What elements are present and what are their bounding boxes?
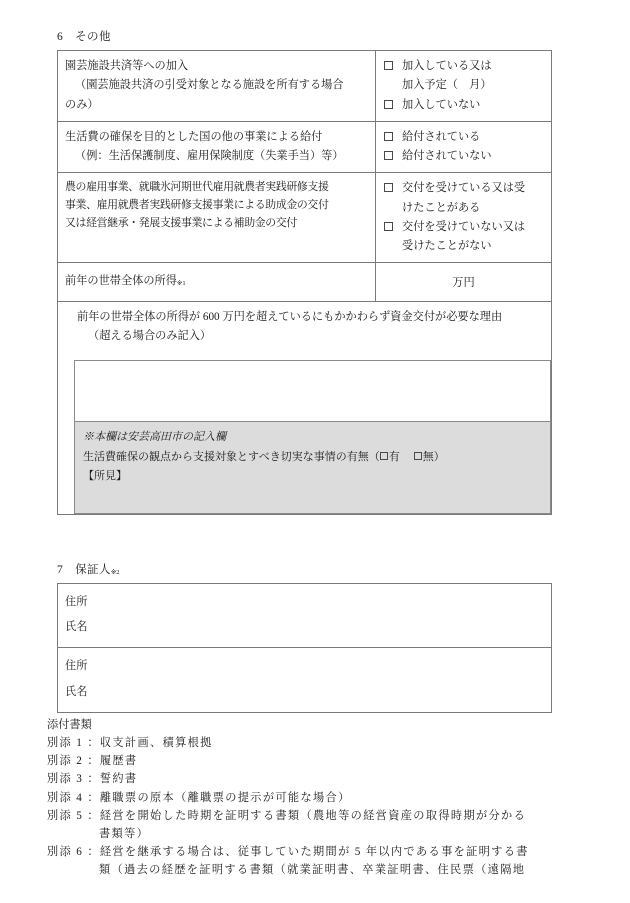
table-row-benefit: [58, 122, 551, 174]
benefit-option-1-label: 給付されている: [402, 130, 481, 143]
insurance-option-1[interactable]: [384, 57, 547, 96]
subsidy-options-cell: [376, 173, 551, 262]
list-item: [47, 807, 592, 843]
guarantor-1-address-label[interactable]: 住所: [65, 596, 88, 608]
subsidy-option-2-label: 交付を受けていない又は: [402, 220, 526, 233]
checkbox-icon[interactable]: [384, 222, 393, 231]
attachment-3-label: 別添 3 ：: [47, 773, 100, 786]
insurance-label-cell: [58, 51, 376, 121]
city-use-no-label: 無: [422, 450, 434, 463]
income-label-mark: ※1: [176, 280, 186, 288]
section-title-guarantor: 保証人: [75, 564, 111, 576]
insurance-label-line1: 園芸施設共済等への加入: [65, 60, 189, 72]
reason-heading: [65, 308, 545, 347]
list-item: [47, 752, 592, 770]
city-use-condition-close: ）: [433, 450, 445, 463]
subsidy-option-1-text: [402, 179, 547, 218]
checkbox-icon[interactable]: [384, 61, 393, 70]
attachment-2-text: 履歴書: [99, 755, 138, 768]
subsidy-label-line3: 又は経営継承・発展支援事業による補助金の交付: [65, 216, 297, 229]
section-heading-other: [57, 28, 111, 44]
attachment-5-text: 経営を開始した時期を証明する書類（農地等の経営資産の取得時期が分かる: [99, 809, 527, 822]
attachment-6-label: 別添 6 ：: [47, 845, 100, 858]
subsidy-option-2-text: [402, 218, 547, 257]
reason-cell: [58, 302, 551, 515]
subsidy-option-2-cont: 受けたことがない: [402, 240, 492, 253]
subsidy-option-2[interactable]: [384, 218, 547, 257]
guarantor-1-name-label[interactable]: 氏名: [65, 621, 88, 634]
section-number-guarantor: 7: [57, 564, 64, 576]
city-use-yes-label: 有: [388, 450, 400, 463]
checkbox-icon[interactable]: [384, 151, 393, 160]
guarantor-2-name-label[interactable]: 氏名: [65, 685, 88, 698]
attachment-2-label: 別添 2 ：: [47, 755, 100, 768]
insurance-option-1-label: 加入している又は: [402, 60, 492, 72]
list-item: [47, 770, 592, 788]
checkbox-icon[interactable]: [384, 100, 393, 109]
guarantor-table: [57, 583, 552, 713]
guarantor-2-address-label[interactable]: 住所: [65, 660, 88, 673]
list-item: [47, 843, 592, 879]
subsidy-option-1-cont: けたことがある: [402, 201, 481, 214]
insurance-option-1-text: [402, 57, 547, 96]
list-item: [47, 734, 592, 752]
reason-header-area: [58, 302, 551, 355]
attachment-1-text: 収支計画、積算根拠: [99, 737, 213, 750]
attachment-1-label: 別添 1 ：: [47, 737, 100, 750]
attachment-6-text: 経営を継承する場合は、従事していた期間が 5 年以内である事を証明する書: [99, 845, 529, 858]
income-amount-cell[interactable]: [376, 263, 551, 300]
subsidy-label-line2: 事業、雇用就農者実践研修支援事業による助成金の交付: [65, 198, 329, 211]
checkbox-icon[interactable]: [380, 452, 388, 460]
section-number-other: 6: [57, 31, 64, 43]
city-use-box: [74, 422, 551, 514]
table-row-income: [58, 263, 551, 301]
insurance-option-2-label: 加入していない: [402, 98, 481, 111]
insurance-label-line3: のみ）: [65, 98, 99, 111]
city-use-opinion-label: 【所見】: [83, 470, 127, 483]
checkbox-icon[interactable]: [384, 183, 393, 192]
table-row-reason: [58, 302, 551, 515]
subsidy-label-cell: [58, 173, 376, 262]
subsidy-option-1[interactable]: [384, 179, 547, 218]
insurance-option-1-cont: 加入予定（ 月）: [402, 79, 492, 92]
benefit-option-2[interactable]: [384, 147, 547, 166]
benefit-label-line1: 生活費の確保を目的とした国の他の事業による給付: [65, 130, 323, 143]
benefit-label-cell: [58, 122, 376, 173]
insurance-option-2-text: [402, 96, 547, 115]
checkbox-icon[interactable]: [414, 452, 422, 460]
attachment-3-text: 誓約書: [99, 773, 138, 786]
benefit-label-line2: （例：生活保護制度、雇用保険制度（失業手当）等）: [75, 150, 344, 163]
insurance-label-line2: （園芸施設共済の引受対象となる施設を所有する場合: [75, 79, 344, 92]
benefit-option-1[interactable]: [384, 128, 547, 147]
city-use-condition-text: 生活費確保の観点から支援対象とすべき切実な事情の有無（: [83, 450, 380, 463]
insurance-option-2[interactable]: [384, 96, 547, 115]
reason-heading-line2: （超える場合のみ記入）: [88, 329, 212, 342]
section-title-other: その他: [75, 31, 111, 43]
attachment-4-text: 離職票の原本（離職票の提示が可能な場合）: [99, 791, 351, 804]
benefit-options-cell: [376, 122, 551, 173]
attachments-list: [47, 716, 592, 879]
table-row-insurance: [58, 51, 551, 122]
attachments-heading: 添付書類: [47, 719, 92, 731]
checkbox-icon[interactable]: [384, 132, 393, 141]
city-use-note: ※本欄は安芸高田市の記入欄: [83, 431, 226, 444]
income-unit-label: 万円: [452, 277, 475, 290]
benefit-option-2-label: 給付されていない: [402, 150, 492, 163]
city-use-condition-line: [83, 448, 542, 468]
attachment-5-label: 別添 5 ：: [47, 809, 100, 822]
income-label-cell: [58, 263, 376, 300]
reason-heading-line1: 前年の世帯全体の所得が 600 万円を超えているにもかかわらず資金交付が必要な理由: [77, 310, 503, 323]
guarantor-block-1: [58, 584, 551, 648]
other-info-table: [57, 50, 552, 515]
reason-input-box[interactable]: [74, 360, 551, 422]
section-heading-guarantor: [57, 561, 120, 577]
list-item: [47, 789, 592, 807]
table-row-subsidy: [58, 173, 551, 263]
income-label: 前年の世帯全体の所得: [65, 275, 177, 288]
attachment-6-continuation: 類（過去の経歴を証明する書類（就業証明書、卒業証明書、住民票（遠隔地: [99, 864, 526, 877]
subsidy-label-line1: 農の雇用事業、就職氷河期世代雇用就農者実践研修支援: [65, 181, 329, 194]
section-title-guarantor-mark: ※2: [110, 568, 120, 576]
subsidy-option-1-label: 交付を受けている又は受: [402, 182, 526, 195]
attachment-5-continuation: 書類等）: [99, 827, 150, 840]
insurance-options-cell: [376, 51, 551, 121]
attachment-4-label: 別添 4 ：: [47, 791, 100, 804]
guarantor-block-2: [58, 648, 551, 711]
